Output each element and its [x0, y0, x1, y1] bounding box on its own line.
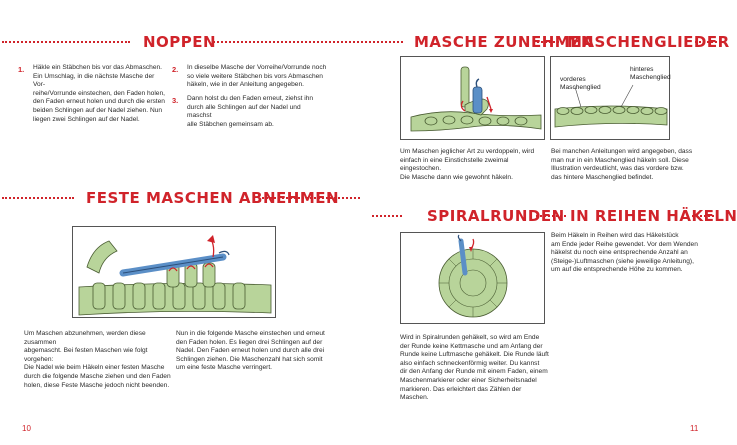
divider — [372, 215, 402, 217]
illustration-feste-maschen-abnehmen — [72, 226, 276, 318]
heading-noppen: NOPPEN — [143, 33, 217, 51]
step-number: 1. — [18, 65, 25, 74]
noppen-step-2-text: In dieselbe Masche der Vorreihe/Vorrunde noch so viele weitere Stäbchen bis vors Abmaschen häkeln, wie in der Anleitung angegeben. — [187, 64, 327, 89]
maschenglieder-text: Bei manchen Anleitungen wird angegeben, dass man nur in ein Maschenglied häkeln soll. Diese Illustration verdeutlicht, was das vordere bzw. das hintere Maschenglied befindet. — [551, 148, 693, 181]
page-number-left: 10 — [22, 424, 31, 433]
illustration-masche-zunehmen — [400, 56, 545, 140]
heading-masche-zunehmen: MASCHE ZUNEHMEN — [414, 33, 595, 51]
masche-zunehmen-text: Um Maschen jeglicher Art zu verdoppeln, wird einfach in eine Einstichstelle zweimal eingestochen. Die Masche dann wie gewohnt häkeln. — [400, 148, 535, 181]
label-front-loop: vorderes Maschenglied — [560, 76, 601, 91]
single-crochet-decrease-illustration — [73, 227, 277, 319]
divider — [262, 197, 360, 199]
divider — [213, 41, 403, 43]
divider — [537, 41, 559, 43]
in-reihen-text: Beim Häkeln in Reihen wird das Häkelstück am Ende jeder Reihe gewendet. Vor dem Wenden häkelst du noch eine entsprechende Anzahl an (Steige-)Luftmaschen (siehe jeweilige Anleitung), um auf die entsprechende Höhe zu kommen. — [551, 232, 698, 274]
divider — [2, 41, 130, 43]
step-number: 2. — [172, 65, 179, 74]
feste-maschen-text-col2: Nun in die folgende Masche einstechen und erneut den Faden holen. Es liegen drei Schlingen auf der Nadel. Den Faden erneut holen und durch alle drei Schlingen ziehen. Die Maschenzahl hat sich somit um eine feste Masche verringert. — [176, 330, 325, 372]
heading-feste-maschen-abnehmen: FESTE MASCHEN ABNEHMEN — [86, 189, 340, 207]
label-back-loop: hinteres Maschenglied — [630, 66, 671, 81]
divider — [2, 197, 74, 199]
spiral-rounds-illustration — [401, 233, 546, 325]
step-number: 3. — [172, 96, 179, 105]
noppen-step-1-text: Häkle ein Stäbchen bis vor das Abmaschen. Ein Umschlag, in die nächste Masche der Vor- reihe/Vorrunde einstechen, den Faden holen, den Faden erneut holen und durch die ersten beiden Schlingen auf der Nadel ziehen. Nun liegen zwei Schlingen auf der Nadel. — [33, 64, 165, 123]
heading-spiralrunden: SPIRALRUNDEN — [427, 207, 565, 225]
divider — [695, 41, 717, 43]
divider — [536, 215, 566, 217]
illustration-spiralrunden — [400, 232, 545, 324]
feste-maschen-text-col1: Um Maschen abzunehmen, werden diese zusammen abgemascht. Bei festen Maschen wie folgt vorgehen: Die Nadel wie beim Häkeln einer festen Masche durch die folgende Masche ziehen und den Faden holen, diese Feste Masche jedoch nicht beenden. — [24, 330, 171, 389]
divider — [692, 215, 718, 217]
crochet-increase-illustration — [401, 57, 546, 141]
noppen-step-3-text: Dann holst du den Faden erneut, ziehst ihn durch alle Schlingen auf der Nadel und maschst alle Stäbchen gemeinsam ab. — [187, 95, 314, 128]
heading-in-reihen-haekeln: IN REIHEN HÄKELN — [570, 207, 737, 225]
spiralrunden-text: Wird in Spiralrunden gehäkelt, so wird am Ende der Runde keine Kettmasche und am Anfang der Runde keine Luftmasche gehäkelt. Die Runde läuft also einfach schneckenförmig weiter. Du kannst dir den Anfang der Runde mit einem Faden, einem Maschenmarkierer oder einer Sicherheitsnadel markieren. Das erleichtert das Zählen der Maschen. — [400, 334, 549, 402]
heading-maschenglieder: MASCHENGLIEDER — [567, 33, 730, 51]
page-number-right: 11 — [690, 424, 699, 433]
